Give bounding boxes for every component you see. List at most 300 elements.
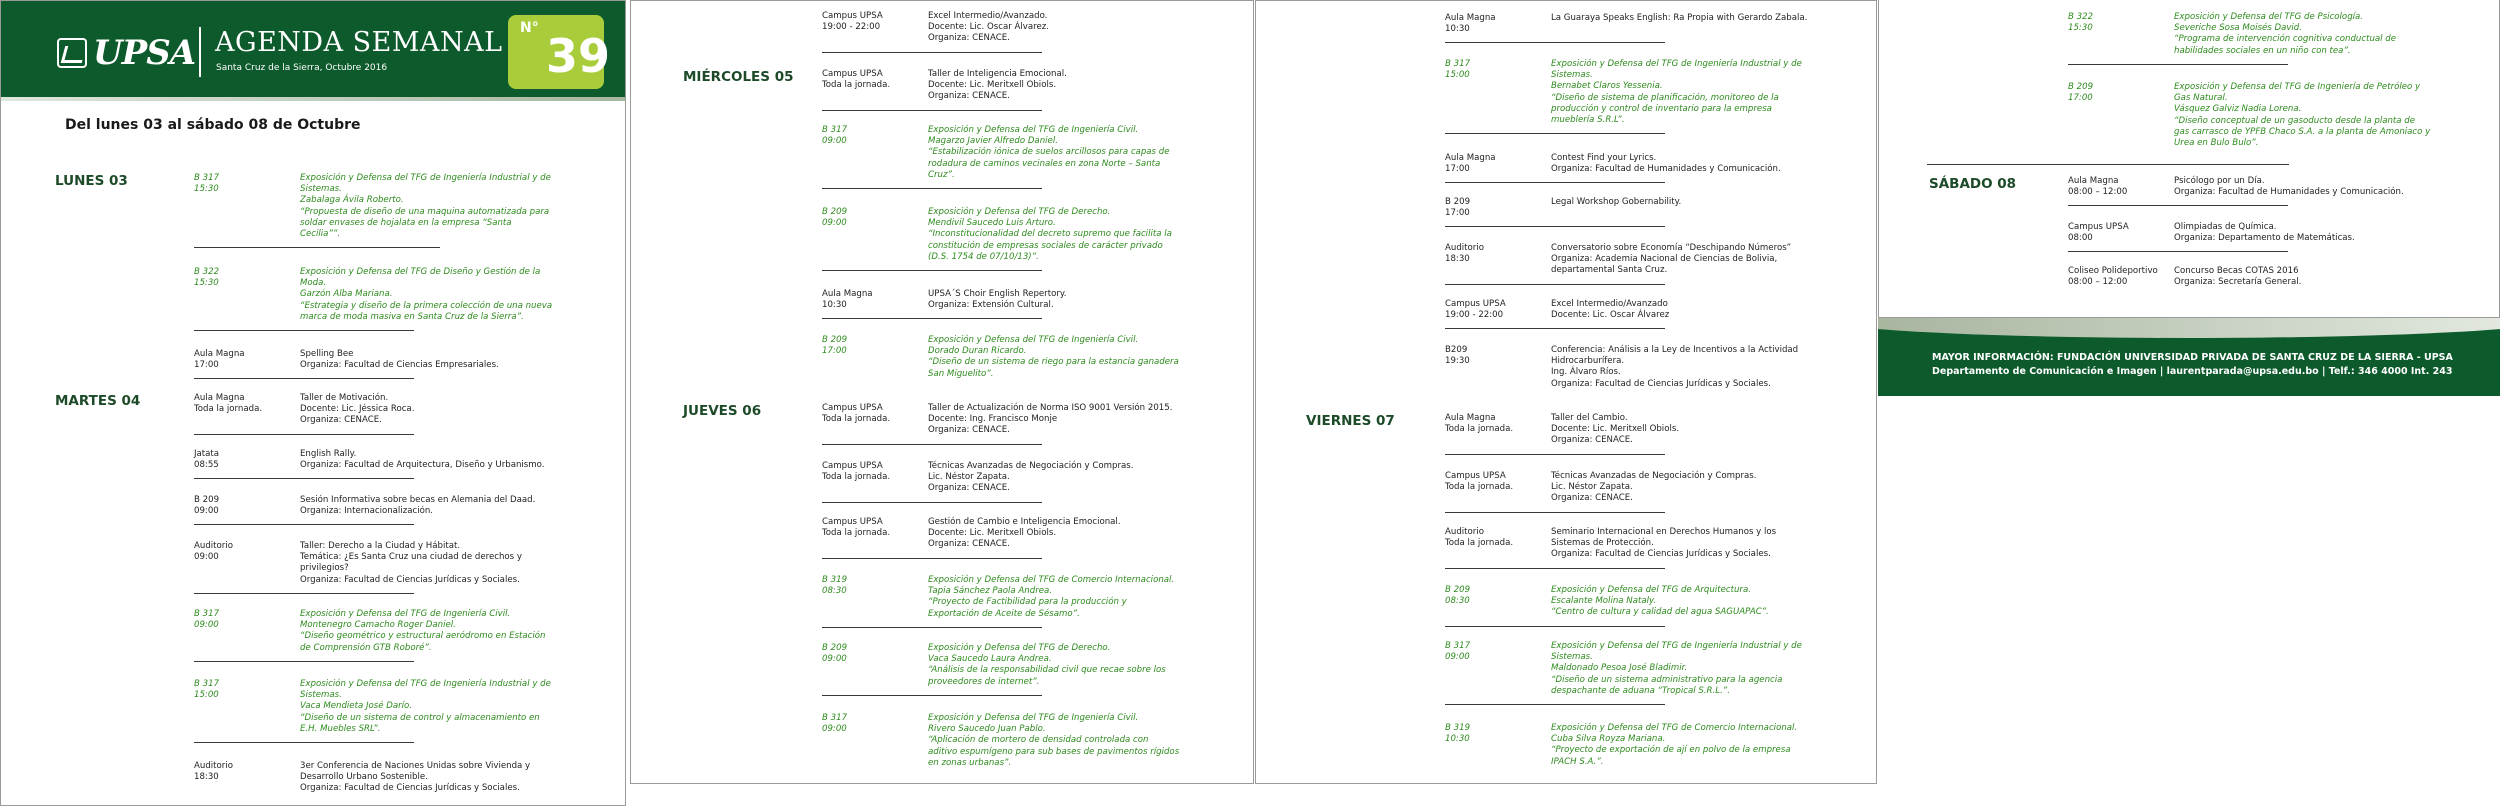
event-divider [1445, 328, 1665, 329]
event-description-line: Magarzo Javier Alfredo Daniel. [928, 136, 1058, 147]
event-description [1551, 471, 1756, 505]
event-description-line: Garzón Alba Mariana. [300, 289, 393, 300]
event-description-line: Excel Intermedio/Avanzado. [928, 11, 1048, 21]
event-description [1551, 527, 1776, 561]
event-time: 19:00 - 22:00 [1445, 310, 1504, 320]
event-location: B 209 [822, 643, 848, 653]
event-time: 08:00 – 12:00 [2068, 187, 2128, 197]
event-location: Auditorio [194, 761, 233, 771]
day-heading-thursday: JUEVES 06 [683, 403, 762, 419]
event-place-time [822, 11, 932, 33]
footer-contact-details: Departamento de Comunicación e Imagen | laurentparada@upsa.edu.bo | Telf.: 346 4000 Int. 243 [1932, 366, 2453, 377]
agenda-page-1 [0, 0, 626, 806]
event-description-line: Organiza: CENACE. [928, 483, 1010, 494]
event-place-time [2068, 82, 2178, 104]
event-description-line: Exposición y Defensa del TFG de Diseño y Gestión de la [300, 267, 541, 277]
agenda-page-2 [630, 0, 1254, 784]
day-heading-tuesday: MARTES 04 [55, 393, 141, 409]
event-location: B 317 [1445, 59, 1471, 69]
event-place-time [194, 267, 304, 289]
event-place-time [194, 609, 304, 631]
event-location: Aula Magna [2068, 176, 2119, 186]
event-time: Toda la jornada. [1445, 424, 1514, 434]
event-time: Toda la jornada. [1445, 538, 1514, 548]
event-description-line: Organiza: Facultad de Ciencias Empresariales. [300, 360, 499, 371]
event-description-line: habilidades sociales en un niño con tea”. [2174, 45, 2351, 56]
event-time: 09:00 [822, 654, 847, 664]
event-description [2174, 12, 2396, 57]
event-description [1551, 413, 1679, 447]
event-description-line: Cecilia””. [300, 229, 341, 240]
event-description-line: Exportación de Aceite de Sésamo”. [928, 608, 1080, 619]
event-divider [822, 188, 1042, 189]
event-place-time [822, 69, 932, 91]
event-divider [194, 661, 414, 662]
event-place-time [194, 541, 304, 563]
event-place-time [822, 713, 932, 735]
event-description-line: Docente: Lic. Meritxell Obiols. [928, 528, 1057, 539]
event-description-line: Exposición y Defensa del TFG de Psicología. [2174, 12, 2364, 22]
event-description-line: Hidrocarburífera. [1551, 356, 1625, 367]
event-description-line: Organiza: Secretaría General. [2174, 277, 2302, 288]
event-description [1551, 641, 1802, 697]
event-description-line: Taller de Inteligencia Emocional. [928, 69, 1067, 79]
event-place-time [822, 575, 932, 597]
event-description-line: “Programa de intervención cognitiva conductual de [2174, 34, 2397, 45]
event-time: 09:00 [194, 620, 219, 630]
event-description-line: Maldonado Pesoa José Bladimir. [1551, 663, 1688, 674]
event-divider [194, 593, 414, 594]
event-place-time [194, 761, 304, 783]
event-divider [1445, 284, 1665, 285]
event-description [1551, 59, 1802, 126]
event-description-line: 3er Conferencia de Naciones Unidas sobre Vivienda y [300, 761, 531, 771]
event-time: Toda la jornada. [822, 414, 891, 424]
event-divider [1445, 182, 1665, 183]
event-time: 08:30 [822, 586, 847, 596]
event-description-line: IPACH S.A.”. [1551, 756, 1604, 767]
event-time: 10:30 [1445, 734, 1470, 744]
event-description-line: Mendivil Saucedo Luis Arturo. [928, 218, 1056, 229]
event-description-line: Exposición y Defensa del TFG de Ingeniería Civil. [928, 125, 1139, 135]
event-location: B 209 [194, 495, 220, 505]
event-place-time [1445, 641, 1555, 663]
event-description-line: Organiza: CENACE. [1551, 493, 1633, 504]
event-description [928, 461, 1133, 495]
event-divider [822, 110, 1042, 111]
event-description [1551, 13, 1807, 24]
event-time: Toda la jornada. [822, 80, 891, 90]
event-time: 15:00 [194, 690, 219, 700]
event-time: 09:00 [822, 724, 847, 734]
event-place-time [822, 289, 932, 311]
event-divider [822, 558, 1042, 559]
event-description [2174, 266, 2301, 288]
event-place-time [194, 495, 304, 517]
event-location: Campus UPSA [822, 461, 883, 471]
event-location: Aula Magna [194, 349, 245, 359]
event-description-line: “Estabilización iónica de suelos arcillosos para capas de [928, 147, 1170, 158]
event-description-line: Urea en Bulo Bulo”. [2174, 138, 2259, 149]
event-location: B 317 [822, 713, 848, 723]
event-place-time [1445, 585, 1555, 607]
event-description [300, 541, 522, 586]
event-description-line: Exposición y Defensa del TFG de Ingeniería Civil. [300, 609, 511, 619]
event-location: Aula Magna [1445, 153, 1496, 163]
event-description-line: constitución de empresas sociales de carácter privado [928, 240, 1163, 251]
event-time: 09:00 [822, 218, 847, 228]
upsa-logo-icon [57, 38, 87, 68]
event-place-time [822, 207, 932, 229]
event-description-line: Exposición y Defensa del TFG de Ingeniería Industrial y de [1551, 641, 1802, 651]
event-description-line: Bernabet Claros Yessenia. [1551, 81, 1663, 92]
event-time: 15:30 [2068, 23, 2093, 33]
event-location: B 317 [194, 609, 220, 619]
event-time: 17:00 [822, 346, 847, 356]
event-description-line: Excel Intermedio/Avanzado [1551, 299, 1668, 309]
event-description-line: rodadura de caminos vecinales en zona Norte – Santa [928, 158, 1161, 169]
event-description-line: Lic. Néstor Zapata. [1551, 482, 1633, 493]
event-place-time [1445, 299, 1555, 321]
event-divider [822, 270, 1042, 271]
event-description-line: Organiza: Extensión Cultural. [928, 300, 1054, 311]
event-divider [822, 52, 1042, 53]
event-place-time [822, 403, 932, 425]
footer-contact-title: MAYOR INFORMACIÓN: FUNDACIÓN UNIVERSIDAD PRIVADA DE SANTA CRUZ DE LA SIERRA - UPSA [1932, 352, 2453, 363]
event-time: 15:00 [1445, 70, 1470, 80]
event-place-time [822, 335, 932, 357]
event-description-line: Exposición y Defensa del TFG de Derecho. [928, 207, 1111, 217]
event-location: Jatata [194, 449, 220, 459]
event-divider [194, 378, 414, 379]
event-description-line: Exposición y Defensa del TFG de Arquitectura. [1551, 585, 1751, 595]
event-description [1551, 299, 1669, 321]
event-description-line: Organiza: CENACE. [928, 91, 1010, 102]
event-description-line: Sistemas. [1551, 652, 1593, 663]
event-description-line: en zonas urbanas”. [928, 757, 1012, 768]
event-divider [194, 524, 414, 525]
event-description [928, 643, 1166, 688]
event-description-line: Exposición y Defensa del TFG de Ingeniería Industrial y de [300, 173, 551, 183]
event-description [2174, 176, 2404, 198]
event-divider [2068, 205, 2288, 206]
event-description-line: Spelling Bee [300, 349, 354, 359]
event-place-time [822, 517, 932, 539]
page-4-sheet [1878, 0, 2500, 318]
event-description [928, 207, 1172, 263]
event-description-line: Vaca Saucedo Laura Andrea. [928, 654, 1052, 665]
event-location: Auditorio [1445, 243, 1484, 253]
event-description-line: San Miguelito”. [928, 368, 994, 379]
issue-number: 39 [546, 29, 611, 83]
event-time: 17:00 [1445, 208, 1470, 218]
event-description-line: mueblería S.R.L”. [1551, 115, 1625, 126]
event-description [928, 11, 1049, 45]
event-description-line: Taller de Actualización de Norma ISO 9001 Versión 2015. [928, 403, 1173, 413]
agenda-page-3 [1255, 0, 1877, 784]
event-time: 08:00 – 12:00 [2068, 277, 2128, 287]
event-divider [1445, 454, 1665, 455]
event-description [2174, 222, 2355, 244]
event-description-line: Docente: Lic. Jéssica Roca. [300, 404, 415, 415]
event-time: Toda la jornada. [822, 528, 891, 538]
event-divider [194, 330, 414, 331]
event-time: 10:30 [1445, 24, 1470, 34]
event-description-line: Docente: Lic. Oscar Álvarez [1551, 310, 1670, 321]
event-description-line: Exposición y Defensa del TFG de Ingeniería Industrial y de [300, 679, 551, 689]
event-location: Auditorio [1445, 527, 1484, 537]
event-description-line: “Propuesta de diseño de una maquina automatizada para [300, 206, 550, 217]
event-divider [194, 478, 414, 479]
event-description-line: Docente: Lic. Meritxell Obiols. [1551, 424, 1680, 435]
agenda-footer [1878, 318, 2500, 396]
event-place-time [822, 125, 932, 147]
event-description-line: “Estrategia y diseño de la primera colección de una nueva [300, 300, 553, 311]
event-description-line: Sistemas de Protección. [1551, 538, 1654, 549]
event-location: Campus UPSA [2068, 222, 2129, 232]
logo-text: UPSA [93, 33, 196, 73]
day-heading-saturday: SÁBADO 08 [1929, 176, 2017, 192]
event-time: 10:30 [822, 300, 847, 310]
event-location: B 209 [1445, 197, 1471, 207]
event-description-line: Organiza: CENACE. [1551, 435, 1633, 446]
event-description-line: “Centro de cultura y calidad del agua SAGUAPAC”. [1551, 607, 1769, 618]
event-description [1551, 243, 1791, 277]
agenda-page-4 [1878, 0, 2500, 396]
day-heading-monday: LUNES 03 [55, 173, 128, 189]
event-description-line: departamental Santa Cruz. [1551, 265, 1668, 276]
event-time: 08:00 [2068, 233, 2093, 243]
week-range: Del lunes 03 al sábado 08 de Octubre [65, 117, 361, 133]
event-divider [2068, 64, 2288, 65]
event-description-line: Taller del Cambio. [1551, 413, 1628, 423]
event-description-line: Severiche Sosa Moisés David. [2174, 23, 2302, 34]
event-description-line: Sesión Informativa sobre becas en Alemania del Daad. [300, 495, 536, 505]
event-description-line: “Inconstitucionalidad del decreto supremo que facilita la [928, 229, 1172, 240]
event-location: Campus UPSA [822, 11, 883, 21]
event-time: 09:00 [1445, 652, 1470, 662]
event-description [1551, 197, 1681, 208]
event-place-time [822, 461, 932, 483]
event-description-line: de Comprensión GTB Roboré”. [300, 642, 432, 653]
event-time: Toda la jornada. [822, 472, 891, 482]
footer-stripe [1878, 318, 2500, 338]
event-divider [1445, 42, 1665, 43]
event-description-line: Técnicas Avanzadas de Negociación y Compras. [928, 461, 1134, 471]
event-description-line: aditivo espumígeno para sub bases de pavimentos rígidos [928, 746, 1180, 757]
event-place-time [194, 393, 304, 415]
event-description-line: Organiza: CENACE. [300, 415, 382, 426]
event-divider [822, 695, 1042, 696]
event-description-line: Organiza: Departamento de Matemáticas. [2174, 233, 2355, 244]
event-time: 19:30 [1445, 356, 1470, 366]
event-description-line: Gestión de Cambio e Inteligencia Emocional. [928, 517, 1121, 527]
event-divider [1445, 512, 1665, 513]
agenda-title: AGENDA SEMANAL [215, 27, 503, 58]
event-description-line: Concurso Becas COTAS 2016 [2174, 266, 2299, 276]
day-heading-wednesday: MIÉRCOLES 05 [683, 69, 794, 85]
event-time: 18:30 [194, 772, 219, 782]
event-location: Aula Magna [822, 289, 873, 299]
event-description-line: “Diseño conceptual de un gasoducto desde la planta de [2174, 115, 2416, 126]
event-description-line: English Rally. [300, 449, 357, 459]
event-description [928, 517, 1121, 551]
event-description-line: Exposición y Defensa del TFG de Ingeniería Civil. [928, 713, 1139, 723]
event-time: 09:00 [194, 552, 219, 562]
event-location: Campus UPSA [1445, 471, 1506, 481]
event-description-line: Zabalaga Ávila Roberto. [300, 195, 404, 206]
event-divider [822, 627, 1042, 628]
event-description [928, 575, 1174, 620]
event-description-line: “Diseño de un sistema administrativo para la agencia [1551, 674, 1783, 685]
event-divider [1445, 704, 1665, 705]
event-description-line: Vásquez Galviz Nadia Lorena. [2174, 104, 2302, 115]
section-rule [1927, 164, 2289, 165]
event-description [928, 289, 1066, 311]
event-description-line: Técnicas Avanzadas de Negociación y Compras. [1551, 471, 1757, 481]
event-description-line: “Diseño de un sistema de control y almacenamiento en [300, 712, 540, 723]
event-description-line: Contest Find your Lyrics. [1551, 153, 1657, 163]
event-location: B 317 [194, 679, 220, 689]
event-description-line: Desarrollo Urbano Sostenible. [300, 772, 428, 783]
event-description-line: “Diseño de un sistema de riego para la estancia ganadera [928, 357, 1179, 368]
event-description-line: Organiza: CENACE. [928, 539, 1010, 550]
event-description-line: Sistemas. [300, 184, 342, 195]
upsa-logo [57, 33, 195, 73]
event-description-line: Gas Natural. [2174, 93, 2228, 104]
event-divider [1445, 133, 1665, 134]
event-description [300, 267, 552, 323]
event-time: Toda la jornada. [1445, 482, 1514, 492]
event-place-time [1445, 413, 1555, 435]
event-divider [1445, 568, 1665, 569]
event-description [300, 761, 530, 795]
event-description-line: Exposición y Defensa del TFG de Ingeniería de Petróleo y [2174, 82, 2421, 92]
event-description [928, 125, 1170, 181]
event-location: Auditorio [194, 541, 233, 551]
event-description-line: Organiza: Internacionalización. [300, 506, 434, 517]
event-time: 17:00 [194, 360, 219, 370]
event-description-line: Cuba Silva Royza Mariana. [1551, 734, 1666, 745]
event-description-line: marca de moda masiva en Santa Cruz de la Sierra”. [300, 311, 524, 322]
event-place-time [822, 643, 932, 665]
event-description-line: Cruz”. [928, 169, 955, 180]
event-description-line: Conversatorio sobre Economía “Deschipando Números” [1551, 243, 1792, 253]
event-description-line: Sistemas. [1551, 70, 1593, 81]
event-location: B 322 [2068, 12, 2094, 22]
event-description-line: Organiza: Facultad de Humanidades y Comunicación. [2174, 187, 2404, 198]
event-location: Aula Magna [1445, 413, 1496, 423]
event-description-line: “Diseño de sistema de planificación, monitoreo de la [1551, 92, 1779, 103]
event-description-line: producción y control de inventario para la empresa [1551, 103, 1772, 114]
event-description-line: Organiza: Facultad de Ciencias Jurídicas y Sociales. [300, 574, 520, 585]
event-description [1551, 585, 1769, 619]
event-description-line: Escalante Molina Nataly. [1551, 596, 1657, 607]
event-time: 17:00 [1445, 164, 1470, 174]
event-description-line: E.H. Muebles SRL”. [300, 723, 381, 734]
event-description-line: “Análisis de la responsabilidad civil que recae sobre los [928, 665, 1166, 676]
event-description-line: Legal Workshop Gobernability. [1551, 197, 1682, 207]
event-time: 08:55 [194, 460, 219, 470]
event-description-line: “Diseño geométrico y estructural aeródromo en Estación [300, 631, 546, 642]
event-description [1551, 345, 1798, 390]
event-location: B 322 [194, 267, 220, 277]
event-location: Campus UPSA [822, 69, 883, 79]
event-place-time [1445, 723, 1555, 745]
event-description-line: proveedores de internet”. [928, 676, 1040, 687]
event-place-time [1445, 197, 1555, 219]
event-description-line: Vaca Mendieta José Darío. [300, 701, 413, 712]
event-location: B 319 [1445, 723, 1471, 733]
event-place-time [1445, 345, 1555, 367]
issue-badge [508, 15, 611, 89]
event-location: Coliseo Polideportivo [2068, 266, 2158, 276]
event-description [300, 679, 551, 735]
event-description-line: Exposición y Defensa del TFG de Ingeniería Civil. [928, 335, 1139, 345]
event-time: 15:30 [194, 184, 219, 194]
event-description-line: Montenegro Camacho Roger Daniel. [300, 620, 456, 631]
event-description-line: despachante de aduana “Tropical S.R.L.”. [1551, 685, 1730, 696]
event-place-time [1445, 527, 1555, 549]
event-time: 09:00 [194, 506, 219, 516]
event-divider [194, 247, 440, 248]
event-description-line: UPSA´S Choir English Repertory. [928, 289, 1067, 299]
event-description [1551, 723, 1797, 768]
event-description-line: Olimpiadas de Química. [2174, 222, 2277, 232]
event-description-line: Organiza: Facultad de Humanidades y Comunicación. [1551, 164, 1781, 175]
event-divider [1445, 226, 1665, 227]
event-description-line: Seminario Internacional en Derechos Humanos y los [1551, 527, 1777, 537]
event-description-line: Organiza: Facultad de Arquitectura, Diseño y Urbanismo. [300, 460, 545, 471]
event-description [300, 173, 551, 240]
event-divider [194, 434, 414, 435]
event-description [300, 609, 546, 654]
event-description-line: Organiza: Facultad de Ciencias Jurídicas y Sociales. [1551, 378, 1771, 389]
event-description-line: privilegios? [300, 563, 349, 574]
event-divider [822, 502, 1042, 503]
event-description-line: Organiza: Facultad de Ciencias Jurídicas y Sociales. [300, 783, 520, 794]
event-location: B 317 [1445, 641, 1471, 651]
event-location: Aula Magna [1445, 13, 1496, 23]
event-description-line: Docente: Lic. Meritxell Obiols. [928, 80, 1057, 91]
event-description-line: Sistemas. [300, 690, 342, 701]
event-location: B 209 [1445, 585, 1471, 595]
event-location: B 209 [822, 207, 848, 217]
event-description-line: soldar envases de hojalata en la empresa “Santa [300, 217, 512, 228]
event-description-line: Exposición y Defensa del TFG de Comercio Internacional. [1551, 723, 1798, 733]
event-place-time [2068, 12, 2178, 34]
event-description-line: Docente: Ing. Francisco Monje [928, 414, 1058, 425]
event-description-line: “Proyecto de exportación de ají en polvo de la empresa [1551, 745, 1791, 756]
event-place-time [1445, 243, 1555, 265]
event-description-line: “Proyecto de Factibilidad para la producción y [928, 597, 1127, 608]
event-description-line: gas carrasco de YPFB Chaco S.A. a la planta de Amoniaco y [2174, 126, 2431, 137]
event-description-line: Organiza: CENACE. [928, 425, 1010, 436]
event-description [928, 335, 1179, 380]
event-description-line: Exposición y Defensa del TFG de Ingeniería Industrial y de [1551, 59, 1802, 69]
event-description-line: Lic. Néstor Zapata. [928, 472, 1010, 483]
event-description-line: Organiza: Facultad de Ciencias Jurídicas y Sociales. [1551, 549, 1771, 560]
agenda-subtitle: Santa Cruz de la Sierra, Octubre 2016 [216, 63, 388, 73]
event-place-time [1445, 153, 1555, 175]
event-description-line: Tapia Sánchez Paola Andrea. [928, 586, 1053, 597]
event-description [1551, 153, 1781, 175]
event-description-line: Exposición y Defensa del TFG de Comercio Internacional. [928, 575, 1175, 585]
event-time: Toda la jornada. [194, 404, 263, 414]
event-description-line: Organiza: Academia Nacional de Ciencias de Bolivia, [1551, 254, 1778, 265]
event-description-line: Rivero Saucedo Juan Pablo. [928, 724, 1046, 735]
event-location: B 319 [822, 575, 848, 585]
